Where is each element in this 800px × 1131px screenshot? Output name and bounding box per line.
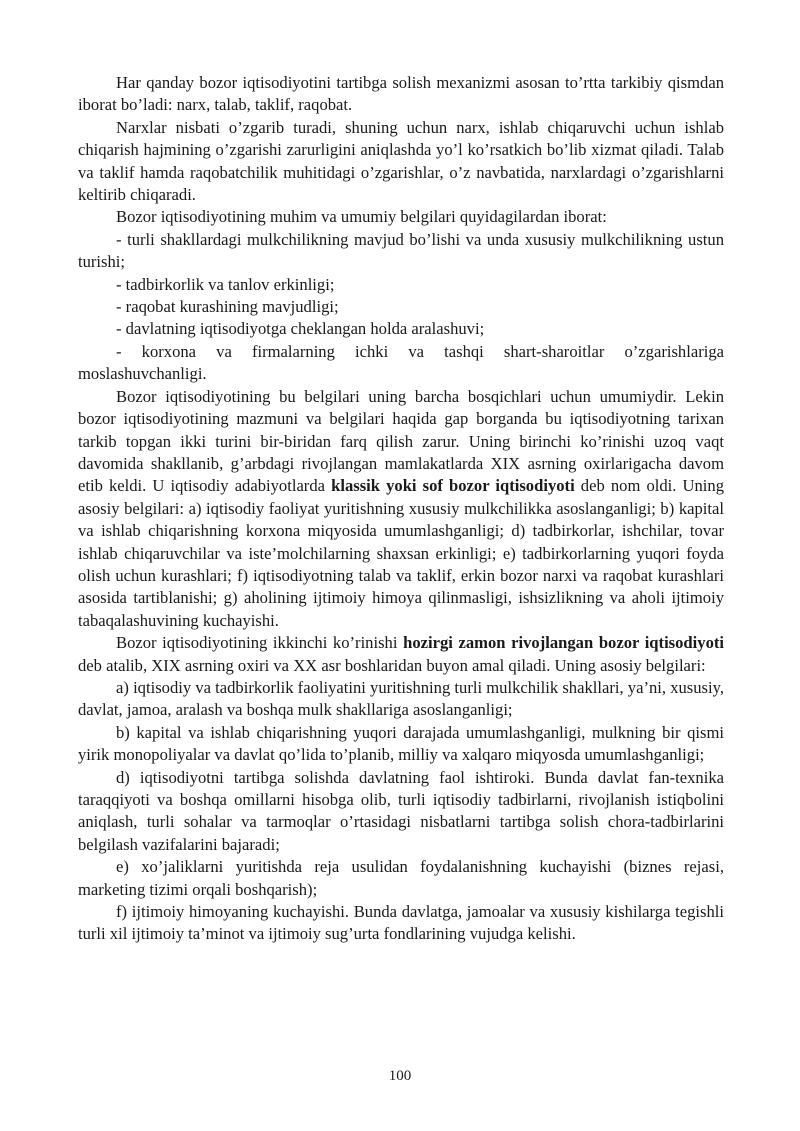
list-item: d) iqtisodiyotni tartibga solishda davlatning faol ishtiroki. Bunda davlat fan-texnika taraqqiyoti va boshqa omillarni hisobga olib, turli iqtisodiy tadbirlarni, rivojlanish istiqbolini aniqlash, turli sohalar va tarmoqlar o’rtasidagi nisbatlarni tartibga solish chora-tadbirlarini belgilash vazifalarini bajaradi; (78, 767, 724, 854)
text-span: deb atalib, XIX asrning oxiri va XX asr boshlaridan buyon amal qiladi. Uning asosiy belgilari: (78, 655, 706, 675)
paragraph (78, 386, 724, 632)
text-span: deb nom oldi. Uning asosiy belgilari: a) iqtisodiy faoliyat yuritishning xususiy mulkchilikka asoslanganligi; b) kapital va ishlab chiqarishning korxona miqyosida umumlashganligi; d) tadbirkorlar, ishchilar, tovar ishlab chiqaruvchilar va iste’molchilarning shaxsan erkinligi; e) tadbirkorlarning yuqori foyda olish uchun kurashlari; f) iqtisodiyotning talab va taklif, erkin bozor narxi va raqobat kurashlari asosida tartiblanishi; g) aholining ijtimoiy himoya qilinmasligi, ishsizlikning va aholi ijtimoiy tabaqalashuvining kuchayishi. (78, 476, 725, 630)
bold-term: hozirgi zamon rivojlangan bozor iqtisodiyoti (403, 633, 724, 653)
bold-term: klassik yoki sof bozor iqtisodiyoti (331, 476, 575, 496)
page-number: 100 (388, 1068, 412, 1084)
paragraph: Har qanday bozor iqtisodiyotini tartibga solish mexanizmi asosan to’rtta tarkibiy qismdan iborat bo’ladi: narx, talab, taklif, raqobat. (78, 73, 724, 115)
list-item: e) xo’jaliklarni yuritishda reja usulidan foydalanishning kuchayishi (biznes rejasi, marketing tizimi orqali boshqarish); (78, 857, 724, 899)
paragraph: Narxlar nisbati o’zgarib turadi, shuning uchun narx, ishlab chiqaruvchi uchun ishlab chiqarish hajmining o’zgarishi zarurligini aniqlashda yo’l ko’rsatkich bo’lib xizmat qiladi. Talab va taklif hamda raqobatchilik muhitidagi o’zgarishlar, o’z navbatida, narxlardagi o’zgarishlarni keltirib chiqaradi. (78, 117, 724, 205)
page-body (78, 72, 724, 946)
list-item: - raqobat kurashining mavjudligi; (116, 297, 339, 317)
paragraph: Bozor iqtisodiyotining muhim va umumiy belgilari quyidagilardan iborat: (116, 207, 607, 227)
text-span: Bozor iqtisodiyotining ikkinchi ko’rinishi (116, 633, 404, 653)
list-item: - turli shakllardagi mulkchilikning mavjud bo’lishi va unda xususiy mulkchilikning ustun turishi; (78, 229, 724, 272)
list-item: f) ijtimoiy himoyaning kuchayishi. Bunda davlatga, jamoalar va xususiy kishilarga tegishli turli xil ijtimoiy ta’minot va ijtimoiy sug’urta fondlarining vujudga kelishi. (78, 902, 724, 944)
list-item: - davlatning iqtisodiyotga cheklangan holda aralashuvi; (116, 319, 485, 339)
list-item: - korxona va firmalarning ichki va tashqi shart-sharoitlar o’zgarishlariga moslashuvchanligi. (78, 341, 724, 384)
list-item: b) kapital va ishlab chiqarishning yuqori darajada umumlashganligi, mulkning bir qismi yirik monopoliyalar va davlat qo’lida to’planib, milliy va xalqaro miqyosda umumlashganligi; (78, 722, 724, 765)
list-item: a) iqtisodiy va tadbirkorlik faoliyatini yuritishning turli mulkchilik shakllari, ya’ni, xususiy, davlat, jamoa, aralash va boshqa mulk shakllariga asoslanganligi; (78, 677, 724, 720)
list-item: - tadbirkorlik va tanlov erkinligi; (116, 274, 335, 294)
paragraph (78, 632, 724, 677)
text-span: Bozor iqtisodiyotining bu belgilari uning barcha bosqichlari uchun umumiydir. Lekin bozor iqtisodiyotining mazmuni va belgilari haqida gap borganda bu iqtisodiyotning tarixan tarkib topgan ikki turini bir-biridan farq qilish zarur. Uning birinchi ko’rinishi uzoq vaqt davomida shakllanib, g’arbdagi rivojlangan mamlakatlarda XIX asrning oxirlarigacha davom etib keldi. U iqtisodiy adabiyotlarda (78, 386, 724, 496)
